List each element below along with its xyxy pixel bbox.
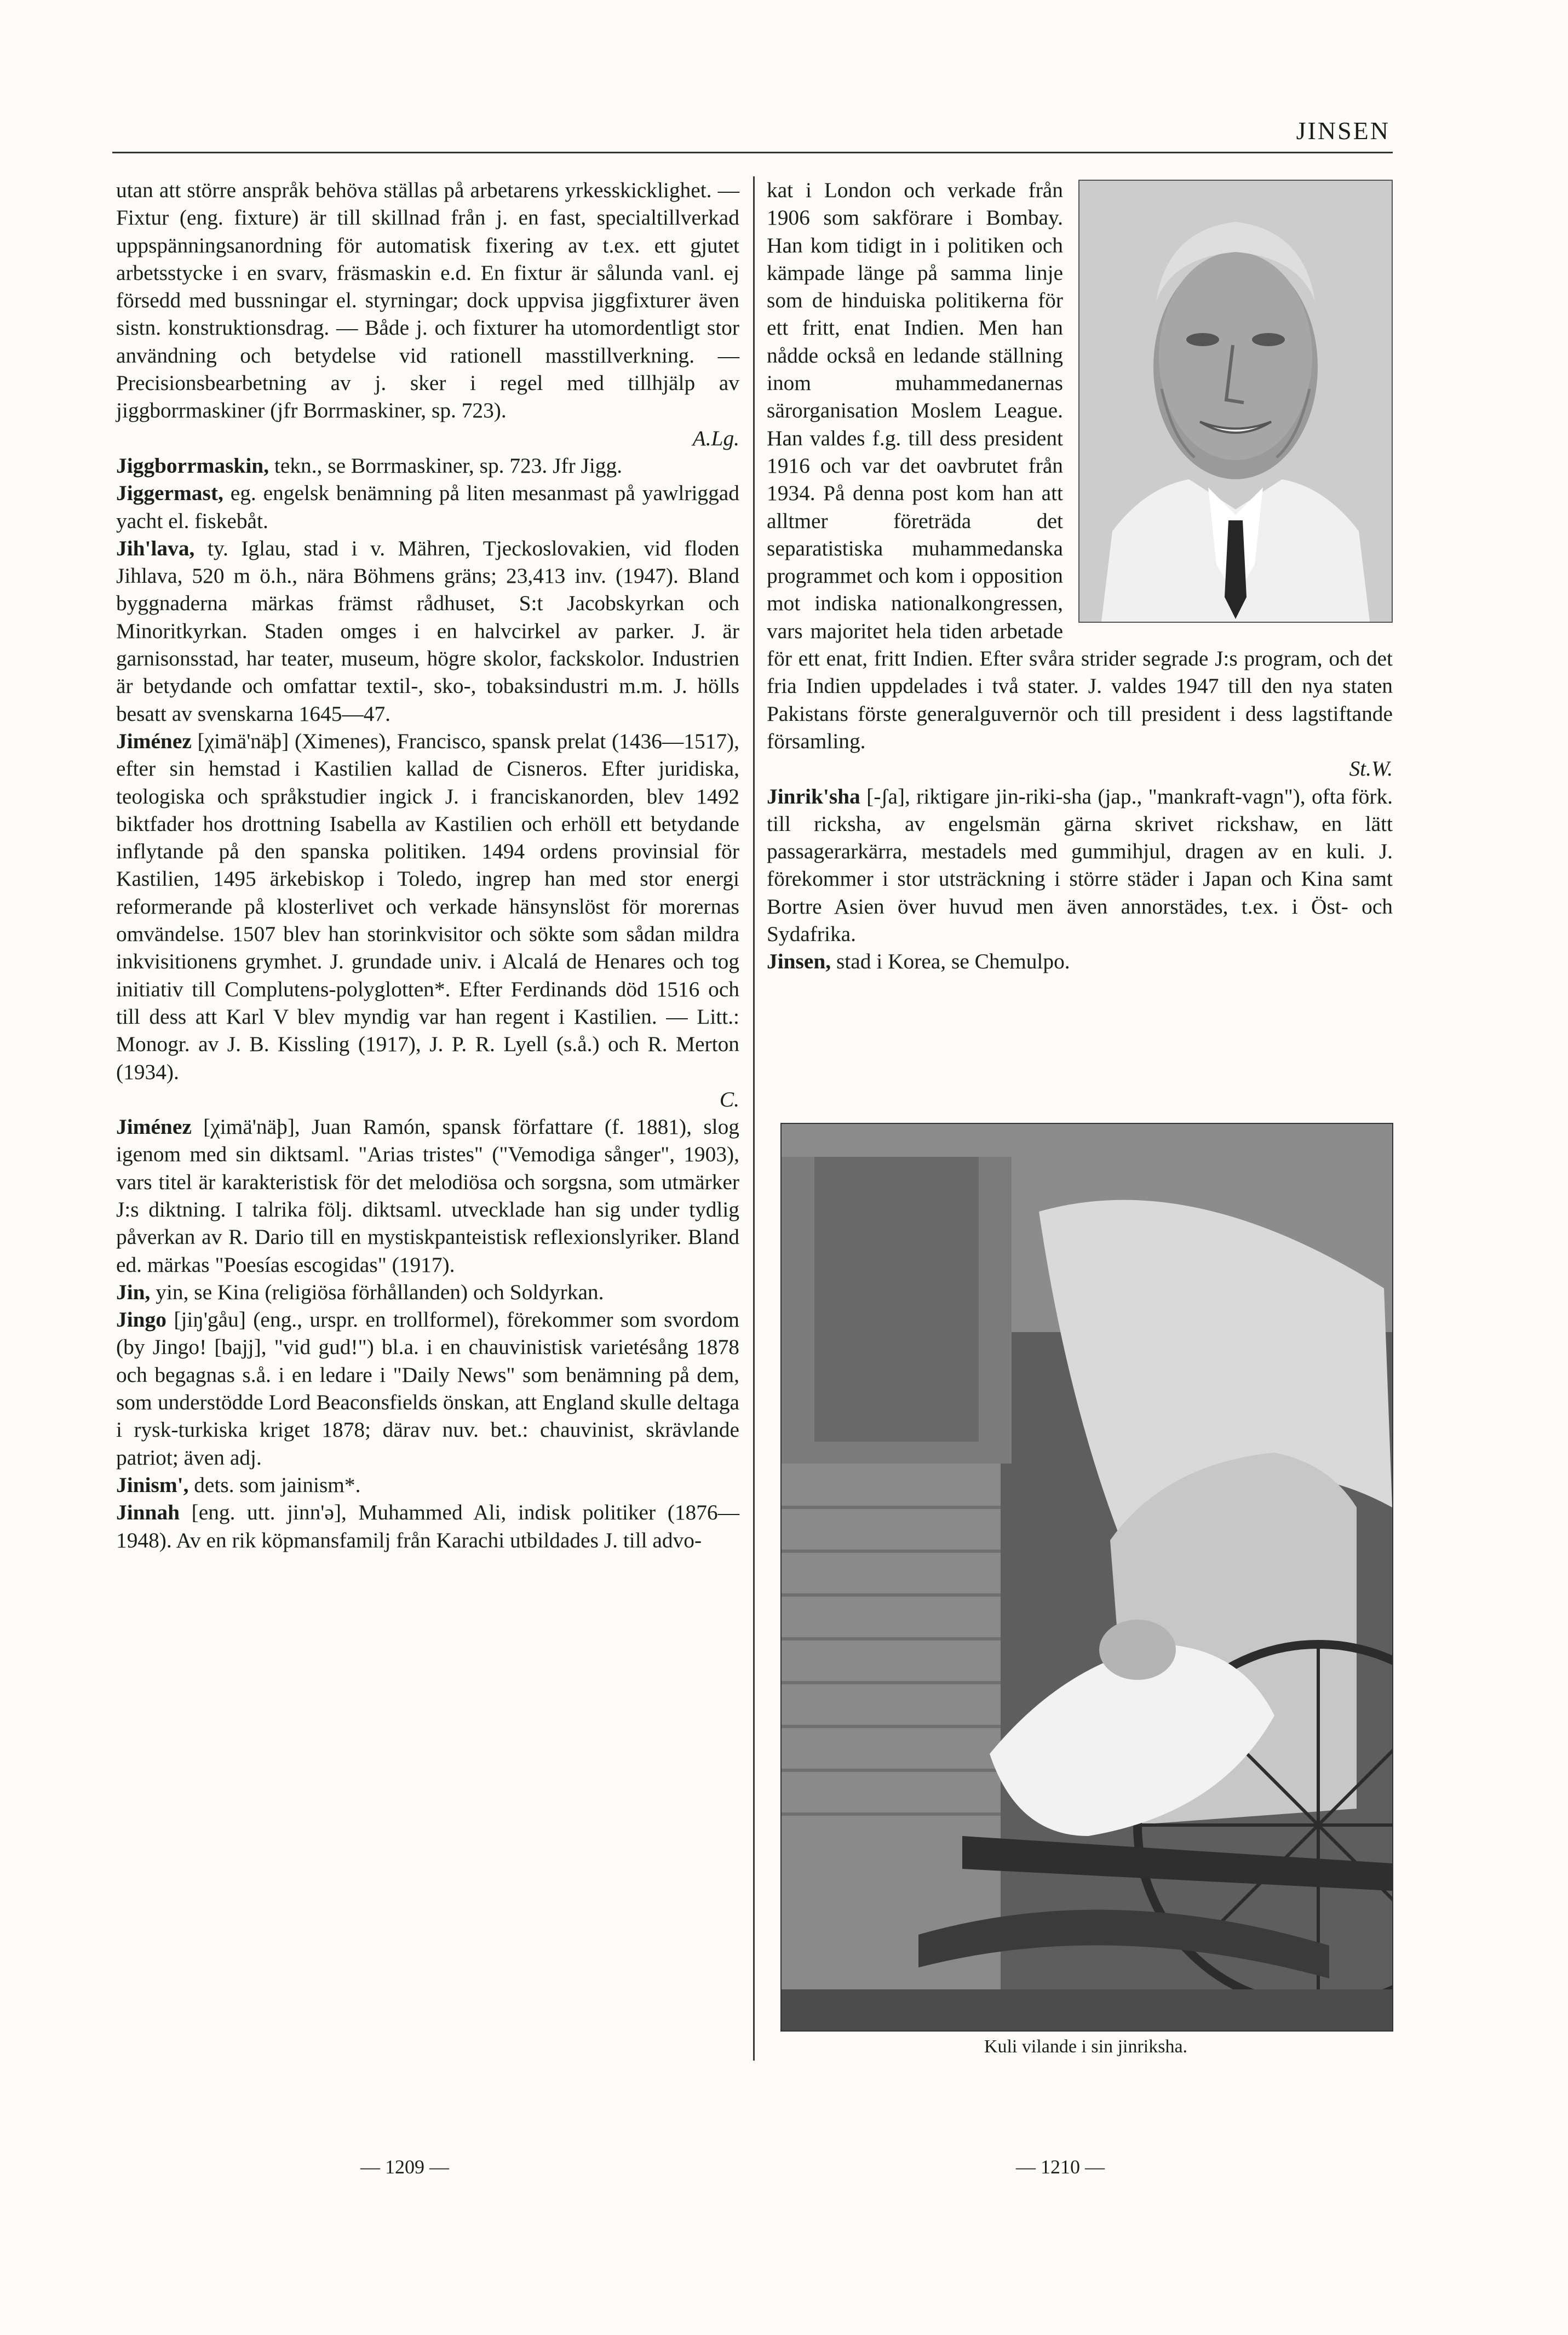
entry-jimenez-juan-ramon: Jiménez [χimä'näþ], Juan Ramón, spansk författare (f. 1881), slog igenom med sin diktsaml. "Arias tristes" ("Vemodiga sånger", 1903), vars titel är karakteristisk för det melodiösa och sorgsna, som utmärker J:s diktning. I talrika följ. diktsaml. utvecklade han sig under tydlig påverkan av R. Dario till en mystiskpanteistisk reflexionslyriker. Bland ed. märkas "Poesías escogidas" (1917).	[116, 1115, 739, 1277]
header-rule	[112, 152, 1393, 153]
headword: Jingo	[116, 1307, 166, 1332]
rickshaw-photo	[780, 1123, 1393, 2032]
headword: Jinsen,	[767, 949, 831, 974]
column-divider	[753, 176, 755, 2061]
portrait-photo	[1078, 180, 1393, 623]
running-head: JINSEN	[1296, 117, 1390, 145]
entry-jinism: Jinism', dets. som jainism*.	[116, 1472, 361, 1497]
left-column	[116, 176, 739, 1554]
entry-jinnah: Jinnah [eng. utt. jinn'ə], Muhammed Ali, indisk politiker (1876—1948). Av en rik köpmansfamilj från Karachi utbildades J. till advo-	[116, 1500, 739, 1552]
entry-jiggborrmaskin: Jiggborrmaskin, tekn., se Borrmaskiner, sp. 723. Jfr Jigg.	[116, 453, 623, 478]
entry-jinsen: Jinsen, stad i Korea, se Chemulpo.	[767, 949, 1070, 974]
headword: Jih'lava,	[116, 536, 195, 560]
right-column	[767, 176, 1393, 976]
entry-jingo: Jingo [jiŋ'gåu] (eng., urspr. en trollformel), förekommer som svordom (by Jingo! [bajj], "vid gud!") bl.a. i en chauvinistisk varietésång 1878 och begagnas s.å. i en ledare i "Daily News" som benämning på dem, som understödde Lord Beaconsfields önskan, att England skulle deltaga i rysk-turkiska kriget 1878; därav nuv. bet.: chauvinist, skrävlande patriot; även adj.	[116, 1307, 739, 1470]
headword: Jiggborrmaskin,	[116, 453, 269, 478]
headword: Jiménez	[116, 728, 192, 753]
headword: Jin,	[116, 1280, 151, 1304]
headword: Jinnah	[116, 1500, 180, 1525]
entry-jihlava: Jih'lava, ty. Iglau, stad i v. Mähren, Tjeckoslovakien, vid floden Jihlava, 520 m ö.h., nära Böhmens gräns; 23,413 inv. (1947). Bland byggnaderna märkas främst rådhuset, S:t Jacobskyrkan och Minoritkyrkan. Staden omges i en halvcirkel av parker. J. är garnisonsstad, har teater, museum, högre skolor, fackskolor. Industrien är betydande och omfattar textil-, sko-, tobaksindustri m.m. J. hölls besatt av svenskarna 1645—47.	[116, 536, 739, 726]
headword: Jinism',	[116, 1472, 189, 1497]
entry-jin: Jin, yin, se Kina (religiösa förhållanden) och Soldyrkan.	[116, 1280, 604, 1304]
rickshaw-image	[782, 1124, 1392, 2030]
headword: Jiménez	[116, 1115, 192, 1139]
portrait-image	[1079, 181, 1392, 622]
folio-right: — 1210 —	[1016, 2156, 1105, 2178]
entry-jimenez-francisco: Jiménez [χimä'näþ] (Ximenes), Francisco, spansk prelat (1436—1517), efter sin hemstad i Kastilien kallad de Cisneros. Efter juridiska, teologiska och språkstudier ingick J. i franciskanorden, blev 1492 biktfader hos drottning Isabella av Kastilien och erhöll ett betydande inflytande på den spanska politiken. 1494 ordens provinsial för Kastilien, 1495 ärkebiskop i Toledo, ingrep han med stor energi reformerande på klosterlivet och verkade hänsynslöst för morernas omvändelse. 1507 blev han storinkvisitor och sökte som sådan mildra inkvisitionens grymhet. J. grundade univ. i Alcalá de Henares och tog initiativ till Complutens-polyglotten*. Efter Ferdinands död 1516 och till dess att Karl V blev myndig var han regent i Kastilien. — Litt.: Monogr. av J. B. Kissling (1917), J. P. R. Lyell (s.å.) och R. Merton (1934). C.	[116, 727, 739, 1113]
author-signature: A.Lg.	[692, 426, 739, 450]
entry-jinriksha: Jinrik'sha [-ʃa], riktigare jin-riki-sha (jap., "mankraft-vagn"), ofta förk. till ricksha, av engelsmän gärna skrivet rickshaw, en lätt passagerarkärra, mestadels med gummihjul, dragen av en kuli. J. förekommer i stor utsträckning i större städer i Japan och Kina samt Bortre Asien över huvud men även annorstädes, t.ex. i Öst- och Sydafrika.	[767, 784, 1393, 946]
headword: Jinrik'sha	[767, 784, 860, 808]
folio-left: — 1209 —	[360, 2156, 449, 2178]
entry-continuation: kat i London och verkade från 1906 som sakförare i Bombay. Han kom tidigt in i politiken och kämpade länge på samma linje som de hinduiska politikerna för ett fritt, enat Indien. Men han nådde också en ledande ställning inom muhammedanernas särorganisation Moslem League. Han valdes f.g. till dess president 1916 och var det oavbrutet från 1934. På denna post kom han att alltmer företräda det separatistiska muhammedanska programmet och kom i opposition mot indiska nationalkongressen, vars majoritet hela tiden arbetade för ett enat, fritt Indien. Efter svåra strider segrade J:s program, och det fria Indien uppdelades i två stater. J. valdes 1947 till den nya staten Pakistans förste generalguvernör och till president i dess lagstiftande församling. St.W.	[767, 176, 1393, 783]
entry-jiggermast: Jiggermast, eg. engelsk benämning på liten mesanmast på yawlriggad yacht el. fiskebåt.	[116, 481, 739, 533]
entry-continuation: utan att större anspråk behöva ställas på arbetarens yrkesskicklighet. — Fixtur (eng. fixture) är till skillnad från j. en fast, specialtillverkad uppspänningsanordning för automatisk fixering av t.ex. ett gjutet arbetsstycke i en svarv, fräsmaskin e.d. En fixtur är sålunda vanl. ej försedd med bussningar el. styrningar; dock uppvisa jiggfixturer även sistn. konstruktionsdrag. — Både j. och fixturer ha utomordentligt stor användning och betydelse vid rationell masstillverkning. — Precisionsbearbetning av j. sker i regel med tillhjälp av jiggborrmaskiner (jfr Borrmaskiner, sp. 723). A.Lg.	[116, 176, 739, 452]
headword: Jiggermast,	[116, 481, 223, 506]
author-signature: St.W.	[1349, 756, 1393, 781]
author-signature: C.	[719, 1087, 739, 1111]
photo-caption: Kuli vilande i sin jinriksha.	[984, 2036, 1188, 2057]
